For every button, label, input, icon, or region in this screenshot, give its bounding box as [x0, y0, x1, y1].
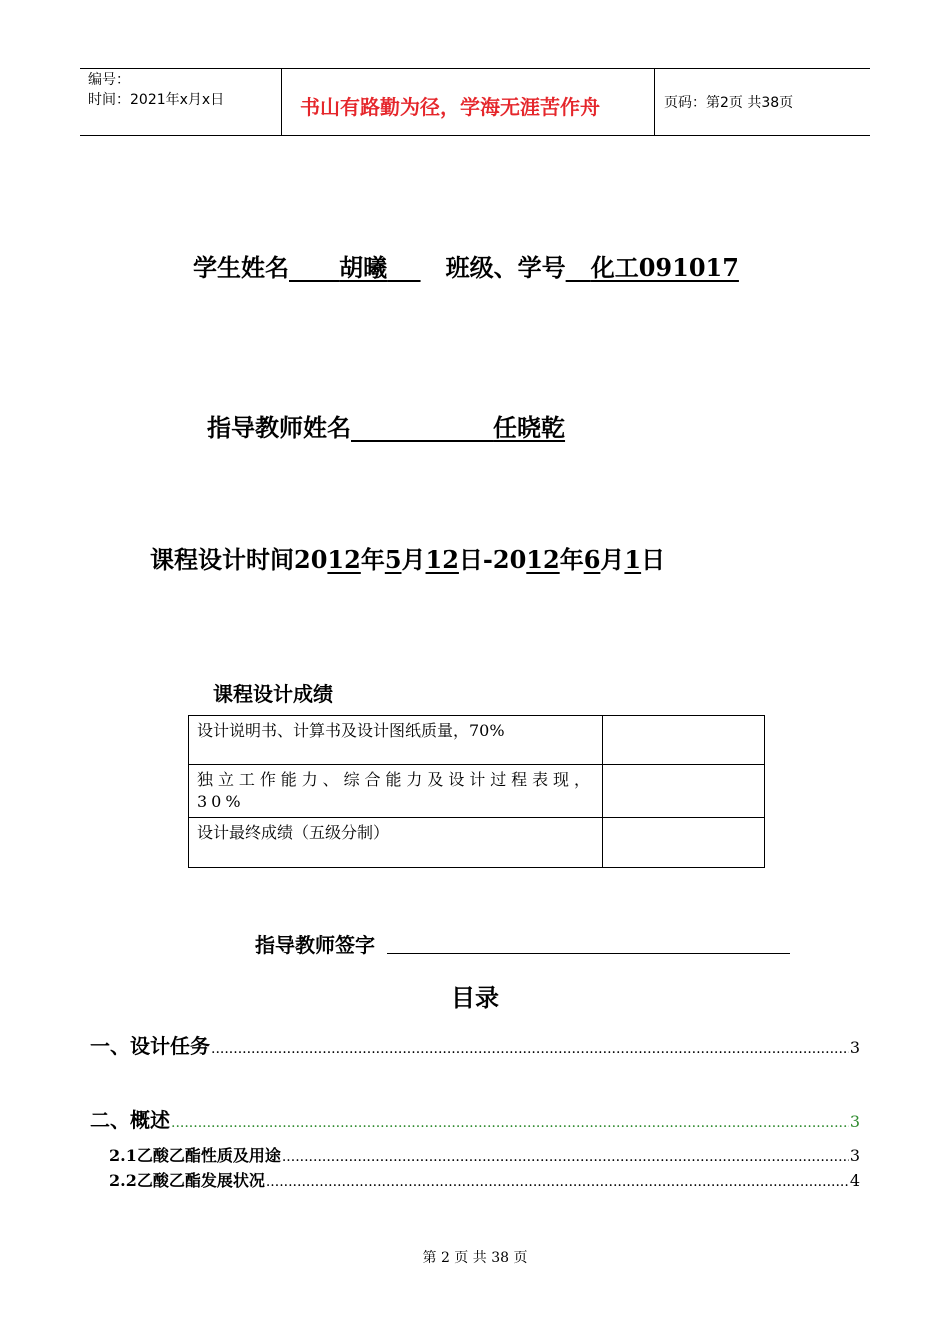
time-year1-char: 年: [360, 545, 385, 574]
toc-leader-dots: [171, 1115, 849, 1131]
header-divider-right: [654, 68, 655, 136]
toc-item-page: 3: [849, 1146, 860, 1165]
time-dash: 日-20: [458, 545, 527, 574]
student-name-field: [289, 253, 421, 282]
toc-title: 目录: [451, 983, 499, 1012]
toc-item[interactable]: [90, 1030, 860, 1059]
grade-row-value[interactable]: [603, 765, 765, 818]
class-field: [566, 253, 739, 282]
time-month2: 6: [583, 545, 601, 574]
header-divider-left: [281, 68, 282, 136]
page-footer: 第 2 页 共 38 页: [422, 1250, 528, 1266]
time-day2-char: 日: [641, 545, 666, 574]
toc-item[interactable]: [109, 1143, 860, 1166]
time-year2: 12: [526, 545, 560, 574]
time-day2: 1: [624, 545, 642, 574]
toc-item-title: 二、概述: [90, 1108, 170, 1132]
toc-leader-dots: [266, 1174, 849, 1190]
class-label: 班级、学号: [445, 253, 566, 282]
grade-table: [188, 715, 765, 868]
time-month1: 5: [384, 545, 402, 574]
signature-line[interactable]: [387, 953, 790, 954]
header-number-label: 编号：: [88, 72, 130, 88]
header-top-rule: [80, 68, 870, 69]
time-day1: 12: [425, 545, 459, 574]
design-time-line: [150, 545, 665, 575]
grade-row-label: 设计最终成绩（五级分制）: [189, 818, 603, 868]
toc-item-title: 一、设计任务: [90, 1034, 210, 1058]
grade-row: [189, 765, 765, 818]
toc-item[interactable]: [109, 1168, 860, 1191]
grade-row: [189, 818, 765, 868]
grade-row-value[interactable]: [603, 716, 765, 765]
time-label: 课程设计时间: [150, 545, 294, 574]
toc-item-page: 3: [849, 1112, 860, 1131]
time-year1: 12: [327, 545, 361, 574]
grade-row: [189, 716, 765, 765]
header-bottom-rule: [80, 135, 870, 136]
signature-label: 指导教师签字: [255, 933, 375, 957]
toc-item-title: 2.2乙酸乙酯发展状况: [109, 1171, 265, 1190]
toc-leader-dots: [211, 1041, 849, 1057]
advisor-name-field: [351, 413, 565, 442]
toc-item-page: 4: [849, 1171, 860, 1190]
toc-item-title: 2.1乙酸乙酯性质及用途: [109, 1146, 281, 1165]
advisor-label: 指导教师姓名: [207, 413, 351, 442]
header-date: 时间：2021年x月x日: [88, 92, 225, 108]
toc-item-page: 3: [849, 1038, 860, 1057]
grade-row-label: 独立工作能力、综合能力及设计过程表现，30%: [189, 765, 603, 818]
grade-title: 课程设计成绩: [213, 682, 333, 706]
time-year2-char: 年: [559, 545, 584, 574]
time-month1-char: 月: [401, 545, 426, 574]
class-value: 化工091017: [590, 253, 739, 282]
time-month2-char: 月: [600, 545, 625, 574]
grade-row-value[interactable]: [603, 818, 765, 868]
toc-item[interactable]: [90, 1104, 860, 1133]
header-page-info: 页码：第2页 共38页: [664, 95, 794, 111]
grade-row-label: 设计说明书、计算书及设计图纸质量，70%: [189, 716, 603, 765]
advisor-line: [207, 413, 565, 443]
toc-leader-dots: [282, 1149, 849, 1165]
advisor-name: 任晓乾: [493, 413, 566, 442]
student-line: [193, 253, 739, 283]
time-year1-prefix: 20: [294, 545, 328, 574]
student-label: 学生姓名: [193, 253, 289, 282]
header-motto: 书山有路勤为径，学海无涯苦作舟: [300, 95, 600, 119]
student-name: 胡曦: [339, 253, 388, 282]
